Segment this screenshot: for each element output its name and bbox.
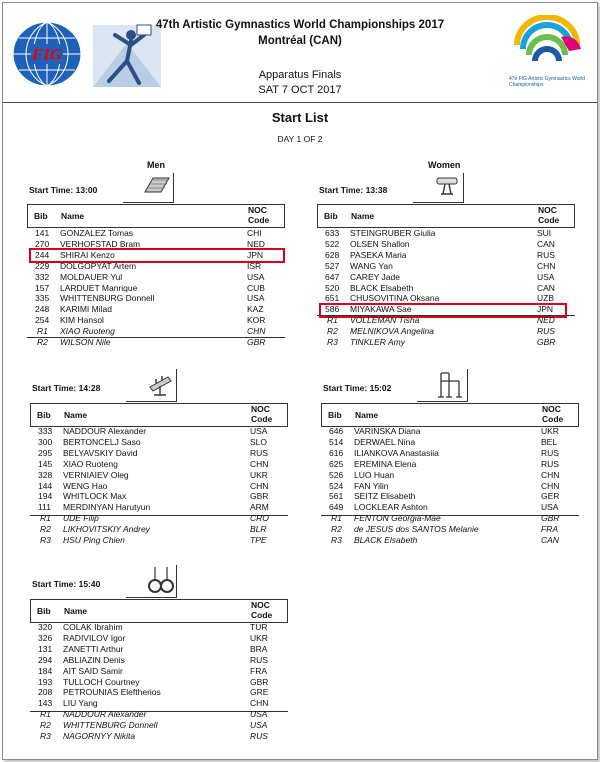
bib-cell: R3 <box>331 535 342 545</box>
noc-header: NOC Code <box>248 205 270 225</box>
championship-logo-text: 47e FIG Artistic Gymnastics World Championships <box>509 76 586 88</box>
noc-code: CHN <box>250 458 269 469</box>
bib-cell: 335 <box>35 293 50 304</box>
athlete-name: SEITZ Elisabeth <box>354 491 416 502</box>
noc-code: CHN <box>250 698 269 709</box>
bib-cell: 131 <box>38 643 53 654</box>
athlete-name: PASEKA Maria <box>350 249 407 260</box>
bib-cell: 633 <box>325 228 340 238</box>
athlete-row <box>317 261 575 272</box>
bib-cell: 144 <box>38 480 53 491</box>
bib-header: Bib <box>324 211 338 221</box>
athlete-name: RADIVILOV Igor <box>63 632 126 643</box>
athlete-name: FENTON Georgia-Mae <box>354 513 441 524</box>
athlete-row <box>317 272 575 283</box>
reserve-row <box>30 720 288 731</box>
pommel-section <box>30 363 288 563</box>
athlete-name: BLACK Elsabeth <box>350 282 414 293</box>
noc-code: CRO <box>250 513 269 524</box>
noc-code: SUI <box>537 228 552 238</box>
noc-code: SLO <box>250 436 268 447</box>
bars-table-header <box>321 403 579 427</box>
noc-code: USA <box>247 271 265 282</box>
bib-cell: R1 <box>331 513 342 524</box>
noc-code: FRA <box>541 524 558 535</box>
athlete-row <box>30 655 288 666</box>
bib-cell: 651 <box>325 293 340 304</box>
noc-code: CAN <box>541 535 559 545</box>
athlete-name: XIAO Ruoteng <box>63 458 118 469</box>
bars-section <box>321 363 579 563</box>
athlete-row <box>317 228 575 239</box>
rings-icon <box>146 565 176 595</box>
athlete-name: LIKHOVITSKIY Andrey <box>63 524 150 535</box>
men-heading: Men <box>147 160 165 170</box>
athlete-name: de JESUS dos SANTOS Melanie <box>354 524 479 535</box>
bib-cell: R2 <box>37 337 48 347</box>
bib-cell: 520 <box>325 282 340 293</box>
noc-code: UZB <box>537 293 554 304</box>
header-divider <box>3 102 597 103</box>
bib-cell: 646 <box>329 426 344 436</box>
athlete-name: DERWAEL Nina <box>354 436 416 447</box>
athlete-name: OLSEN Shallon <box>350 238 410 249</box>
reserve-row <box>317 315 575 326</box>
noc-code: TUR <box>250 622 268 632</box>
bars-start-time: Start Time: 15:02 <box>323 383 392 393</box>
athlete-row <box>27 283 285 294</box>
athlete-row <box>321 426 579 437</box>
bib-cell: 193 <box>38 676 53 687</box>
reserve-row <box>27 326 285 337</box>
athlete-name: EREMINA Elena <box>354 458 417 469</box>
event-date: SAT 7 OCT 2017 <box>258 84 342 96</box>
athlete-row <box>30 502 288 513</box>
vault-start-time: Start Time: 13:38 <box>319 185 388 195</box>
athlete-name: VOLLEMAN Tisha <box>350 315 420 326</box>
noc-code: GBR <box>541 513 560 524</box>
athlete-row <box>317 293 575 304</box>
reserve-row <box>30 535 288 546</box>
noc-code: JPN <box>247 249 264 260</box>
fig-logo-text: FIG <box>31 45 63 64</box>
bib-cell: R2 <box>40 524 51 535</box>
rings-start-time: Start Time: 15:40 <box>32 579 101 589</box>
athlete-row <box>321 470 579 481</box>
noc-code: BLR <box>250 524 267 535</box>
floor-table-header <box>27 204 285 228</box>
athlete-name: VERNIAIEV Oleg <box>63 469 129 480</box>
noc-code: GRE <box>250 687 269 698</box>
noc-code: CHN <box>541 469 560 480</box>
athlete-name: LOCKLEAR Ashton <box>354 502 428 513</box>
vault-section <box>317 169 575 355</box>
athlete-name: LUO Huan <box>354 469 395 480</box>
athlete-row <box>27 261 285 272</box>
reserve-row <box>30 709 288 720</box>
bib-cell: 561 <box>329 491 344 502</box>
name-header: Name <box>64 410 88 420</box>
bib-cell: 294 <box>38 654 53 665</box>
athlete-name: WENG Hao <box>63 480 108 491</box>
bib-cell: R1 <box>40 513 51 524</box>
athlete-name: CAREY Jade <box>350 271 400 282</box>
noc-code: USA <box>250 720 268 731</box>
athlete-row <box>30 426 288 437</box>
athlete-name: BELYAVSKIY David <box>63 447 138 458</box>
name-header: Name <box>64 606 88 616</box>
gymnast-logo <box>87 21 167 93</box>
bib-cell: 328 <box>38 469 53 480</box>
noc-code: RUS <box>250 447 268 458</box>
noc-code: UKR <box>250 469 268 480</box>
athlete-row <box>27 293 285 304</box>
noc-code: FRA <box>250 665 267 676</box>
athlete-name: MELNIKOVA Angelina <box>350 326 434 337</box>
athlete-row <box>317 239 575 250</box>
reserve-row <box>321 535 579 546</box>
bib-cell: R2 <box>331 524 342 535</box>
athlete-name: CHUSOVITINA Oksana <box>350 293 440 304</box>
athlete-name: WHITTENBURG Donnell <box>60 293 155 304</box>
athlete-row <box>30 666 288 677</box>
athlete-name: GONZALEZ Tomas <box>60 228 134 238</box>
noc-code: RUS <box>541 458 559 469</box>
floor-section <box>27 169 285 355</box>
bib-cell: 522 <box>325 238 340 249</box>
athlete-row <box>317 304 575 315</box>
event-name: Apparatus Finals <box>258 69 342 81</box>
athlete-name: MERDINYAN Harutyun <box>63 502 151 513</box>
athlete-row <box>30 622 288 633</box>
athlete-name: VERHOFSTAD Bram <box>60 238 141 249</box>
bib-cell: 145 <box>38 458 53 469</box>
noc-code: RUS <box>537 249 555 260</box>
athlete-row <box>27 272 285 283</box>
noc-code: NED <box>247 238 265 249</box>
bib-cell: 524 <box>329 480 344 491</box>
athlete-name: ILIANKOVA Anastasiia <box>354 447 439 458</box>
noc-code: GBR <box>537 337 556 347</box>
bib-cell: 229 <box>35 260 50 271</box>
noc-code: GBR <box>250 491 269 502</box>
athlete-name: SHIRAI Kenzo <box>60 249 115 260</box>
athlete-name: WHITLOCK Max <box>63 491 127 502</box>
athlete-row <box>30 677 288 688</box>
athlete-row <box>321 481 579 492</box>
bib-cell: R3 <box>40 535 51 545</box>
bib-cell: 184 <box>38 665 53 676</box>
reserve-row <box>317 337 575 348</box>
bib-header: Bib <box>328 410 342 420</box>
bib-header: Bib <box>34 211 48 221</box>
athlete-name: HSU Ping Chien <box>63 535 125 545</box>
bib-cell: 270 <box>35 238 50 249</box>
noc-code: GER <box>541 491 560 502</box>
women-heading: Women <box>428 160 461 170</box>
athlete-row <box>30 491 288 502</box>
bib-cell: R3 <box>40 731 51 741</box>
noc-code: RUS <box>541 447 559 458</box>
athlete-row <box>30 437 288 448</box>
floor-exercise-icon <box>143 174 171 198</box>
noc-code: GBR <box>250 676 269 687</box>
bib-cell: R3 <box>327 337 338 347</box>
bib-cell: R2 <box>327 326 338 337</box>
noc-code: USA <box>537 271 555 282</box>
athlete-row <box>317 283 575 294</box>
day-indicator: DAY 1 OF 2 <box>277 134 323 144</box>
athlete-name: WILSON Nile <box>60 337 111 347</box>
athlete-row <box>317 250 575 261</box>
floor-start-time: Start Time: 13:00 <box>29 185 98 195</box>
reserve-row <box>317 326 575 337</box>
noc-code: JPN <box>537 304 554 315</box>
athlete-name: ZANETTI Arthur <box>63 643 124 654</box>
athlete-row <box>321 459 579 470</box>
bib-cell: 244 <box>35 249 50 260</box>
name-header: Name <box>355 410 379 420</box>
noc-code: USA <box>541 502 559 513</box>
bib-cell: R1 <box>327 315 338 326</box>
bib-cell: 628 <box>325 249 340 260</box>
athlete-name: AIT SAID Samir <box>63 665 123 676</box>
pommel-table-header <box>30 403 288 427</box>
noc-code: CAN <box>537 238 555 249</box>
name-header: Name <box>351 211 375 221</box>
bib-cell: 647 <box>325 271 340 282</box>
vault-icon <box>433 174 461 198</box>
bib-cell: R2 <box>40 720 51 731</box>
reserve-row <box>321 524 579 535</box>
noc-code: ISR <box>247 260 262 271</box>
athlete-name: TULLOCH Courtney <box>63 676 140 687</box>
reserve-row <box>30 513 288 524</box>
athlete-name: XIAO Ruoteng <box>60 326 115 337</box>
bib-cell: 141 <box>35 228 50 238</box>
athlete-row <box>30 633 288 644</box>
name-header: Name <box>61 211 85 221</box>
championship-location: Montréal (CAN) <box>258 35 342 47</box>
athlete-name: KARIMI Milad <box>60 304 112 315</box>
athlete-name: UDE Filip <box>63 513 99 524</box>
athlete-name: MOLDAUER Yul <box>60 271 123 282</box>
athlete-name: WHITTENBURG Donnell <box>63 720 158 731</box>
bib-cell: 295 <box>38 447 53 458</box>
start-list-page <box>2 2 598 760</box>
vault-table-header <box>317 204 575 228</box>
athlete-name: TINKLER Amy <box>350 337 405 347</box>
bib-cell: 320 <box>38 622 53 632</box>
bib-cell: 649 <box>329 502 344 513</box>
athlete-row <box>27 250 285 261</box>
athlete-row <box>30 481 288 492</box>
bib-cell: 514 <box>329 436 344 447</box>
reserve-row <box>321 513 579 524</box>
athlete-name: ABLIAZIN Denis <box>63 654 125 665</box>
noc-code: USA <box>250 709 268 720</box>
noc-code: CHI <box>247 228 262 238</box>
bib-cell: 300 <box>38 436 53 447</box>
bib-header: Bib <box>37 606 51 616</box>
athlete-name: FAN Yilin <box>354 480 389 491</box>
bib-cell: 326 <box>38 632 53 643</box>
athlete-row <box>321 437 579 448</box>
athlete-name: KIM Hansol <box>60 315 104 326</box>
bib-cell: 333 <box>38 426 53 436</box>
bib-cell: R1 <box>37 326 48 337</box>
document-title: Start List <box>271 110 329 125</box>
bib-cell: 332 <box>35 271 50 282</box>
athlete-name: LARDUET Manrique <box>60 282 138 293</box>
reserve-row <box>30 524 288 535</box>
athlete-row <box>27 304 285 315</box>
noc-code: TPE <box>250 535 267 545</box>
noc-code: BRA <box>250 643 268 654</box>
championship-logo <box>509 15 587 95</box>
bib-cell: 248 <box>35 304 50 315</box>
noc-code: KOR <box>247 315 266 326</box>
noc-code: KAZ <box>247 304 264 315</box>
bib-header: Bib <box>37 410 51 420</box>
noc-code: RUS <box>250 731 268 741</box>
noc-code: CAN <box>537 282 555 293</box>
bib-cell: 527 <box>325 260 340 271</box>
athlete-name: PETROUNIAS Eleftherios <box>63 687 161 698</box>
uneven-bars-icon <box>435 369 465 399</box>
noc-code: BEL <box>541 436 558 447</box>
athlete-name: COLAK Ibrahim <box>63 622 123 632</box>
athlete-row <box>30 698 288 709</box>
noc-code: RUS <box>537 326 555 337</box>
athlete-name: WANG Yan <box>350 260 393 271</box>
athlete-name: DOLGOPYAT Artem <box>60 260 137 271</box>
noc-code: ARM <box>250 502 269 513</box>
reserve-row <box>27 337 285 348</box>
bib-cell: 254 <box>35 315 50 326</box>
athlete-row <box>30 448 288 459</box>
noc-code: CUB <box>247 282 265 293</box>
noc-code: USA <box>250 426 268 436</box>
noc-code: GBR <box>247 337 266 347</box>
noc-header: NOC Code <box>251 600 273 620</box>
athlete-name: NADDOUR Alexander <box>63 709 147 720</box>
noc-code: UKR <box>250 632 268 643</box>
noc-code: NED <box>537 315 555 326</box>
noc-code: USA <box>247 293 265 304</box>
noc-code: CHN <box>250 480 269 491</box>
bib-cell: 111 <box>38 502 51 513</box>
bib-cell: 616 <box>329 447 344 458</box>
noc-code: CHN <box>537 260 556 271</box>
athlete-row <box>30 687 288 698</box>
athlete-name: VARINSKA Diana <box>354 426 421 436</box>
noc-header: NOC Code <box>251 404 273 424</box>
bib-cell: 194 <box>38 491 53 502</box>
bib-cell: 586 <box>325 304 340 315</box>
athlete-row <box>27 239 285 250</box>
athlete-name: NAGORNYY Nikita <box>63 731 136 741</box>
bib-cell: 143 <box>38 698 53 709</box>
noc-header: NOC Code <box>542 404 564 424</box>
noc-code: UKR <box>541 426 559 436</box>
bib-cell: 625 <box>329 458 344 469</box>
noc-header: NOC Code <box>538 205 560 225</box>
athlete-row <box>321 491 579 502</box>
athlete-row <box>30 644 288 655</box>
athlete-row <box>27 228 285 239</box>
athlete-name: BLACK Elsabeth <box>354 535 418 545</box>
noc-code: RUS <box>250 654 268 665</box>
athlete-row <box>321 448 579 459</box>
athlete-name: LIU Yang <box>63 698 98 709</box>
athlete-row <box>30 459 288 470</box>
athlete-name: NADDOUR Alexander <box>63 426 147 436</box>
athlete-name: STEINGRUBER Giulia <box>350 228 436 238</box>
pommel-horse-icon <box>146 371 174 397</box>
bib-cell: R1 <box>40 709 51 720</box>
bib-cell: 157 <box>35 282 50 293</box>
athlete-name: BERTONCELJ Saso <box>63 436 141 447</box>
athlete-row <box>27 315 285 326</box>
rings-table-header <box>30 599 288 623</box>
pommel-start-time: Start Time: 14:28 <box>32 383 101 393</box>
noc-code: CHN <box>541 480 560 491</box>
rings-section <box>30 559 288 749</box>
noc-code: CHN <box>247 326 266 337</box>
championship-title: 47th Artistic Gymnastics World Championships 2017 <box>155 19 445 31</box>
athlete-row <box>321 502 579 513</box>
reserve-row <box>30 731 288 742</box>
athlete-name: MIYAKAWA Sae <box>350 304 412 315</box>
bib-cell: 526 <box>329 469 344 480</box>
bib-cell: 208 <box>38 687 53 698</box>
athlete-row <box>30 470 288 481</box>
